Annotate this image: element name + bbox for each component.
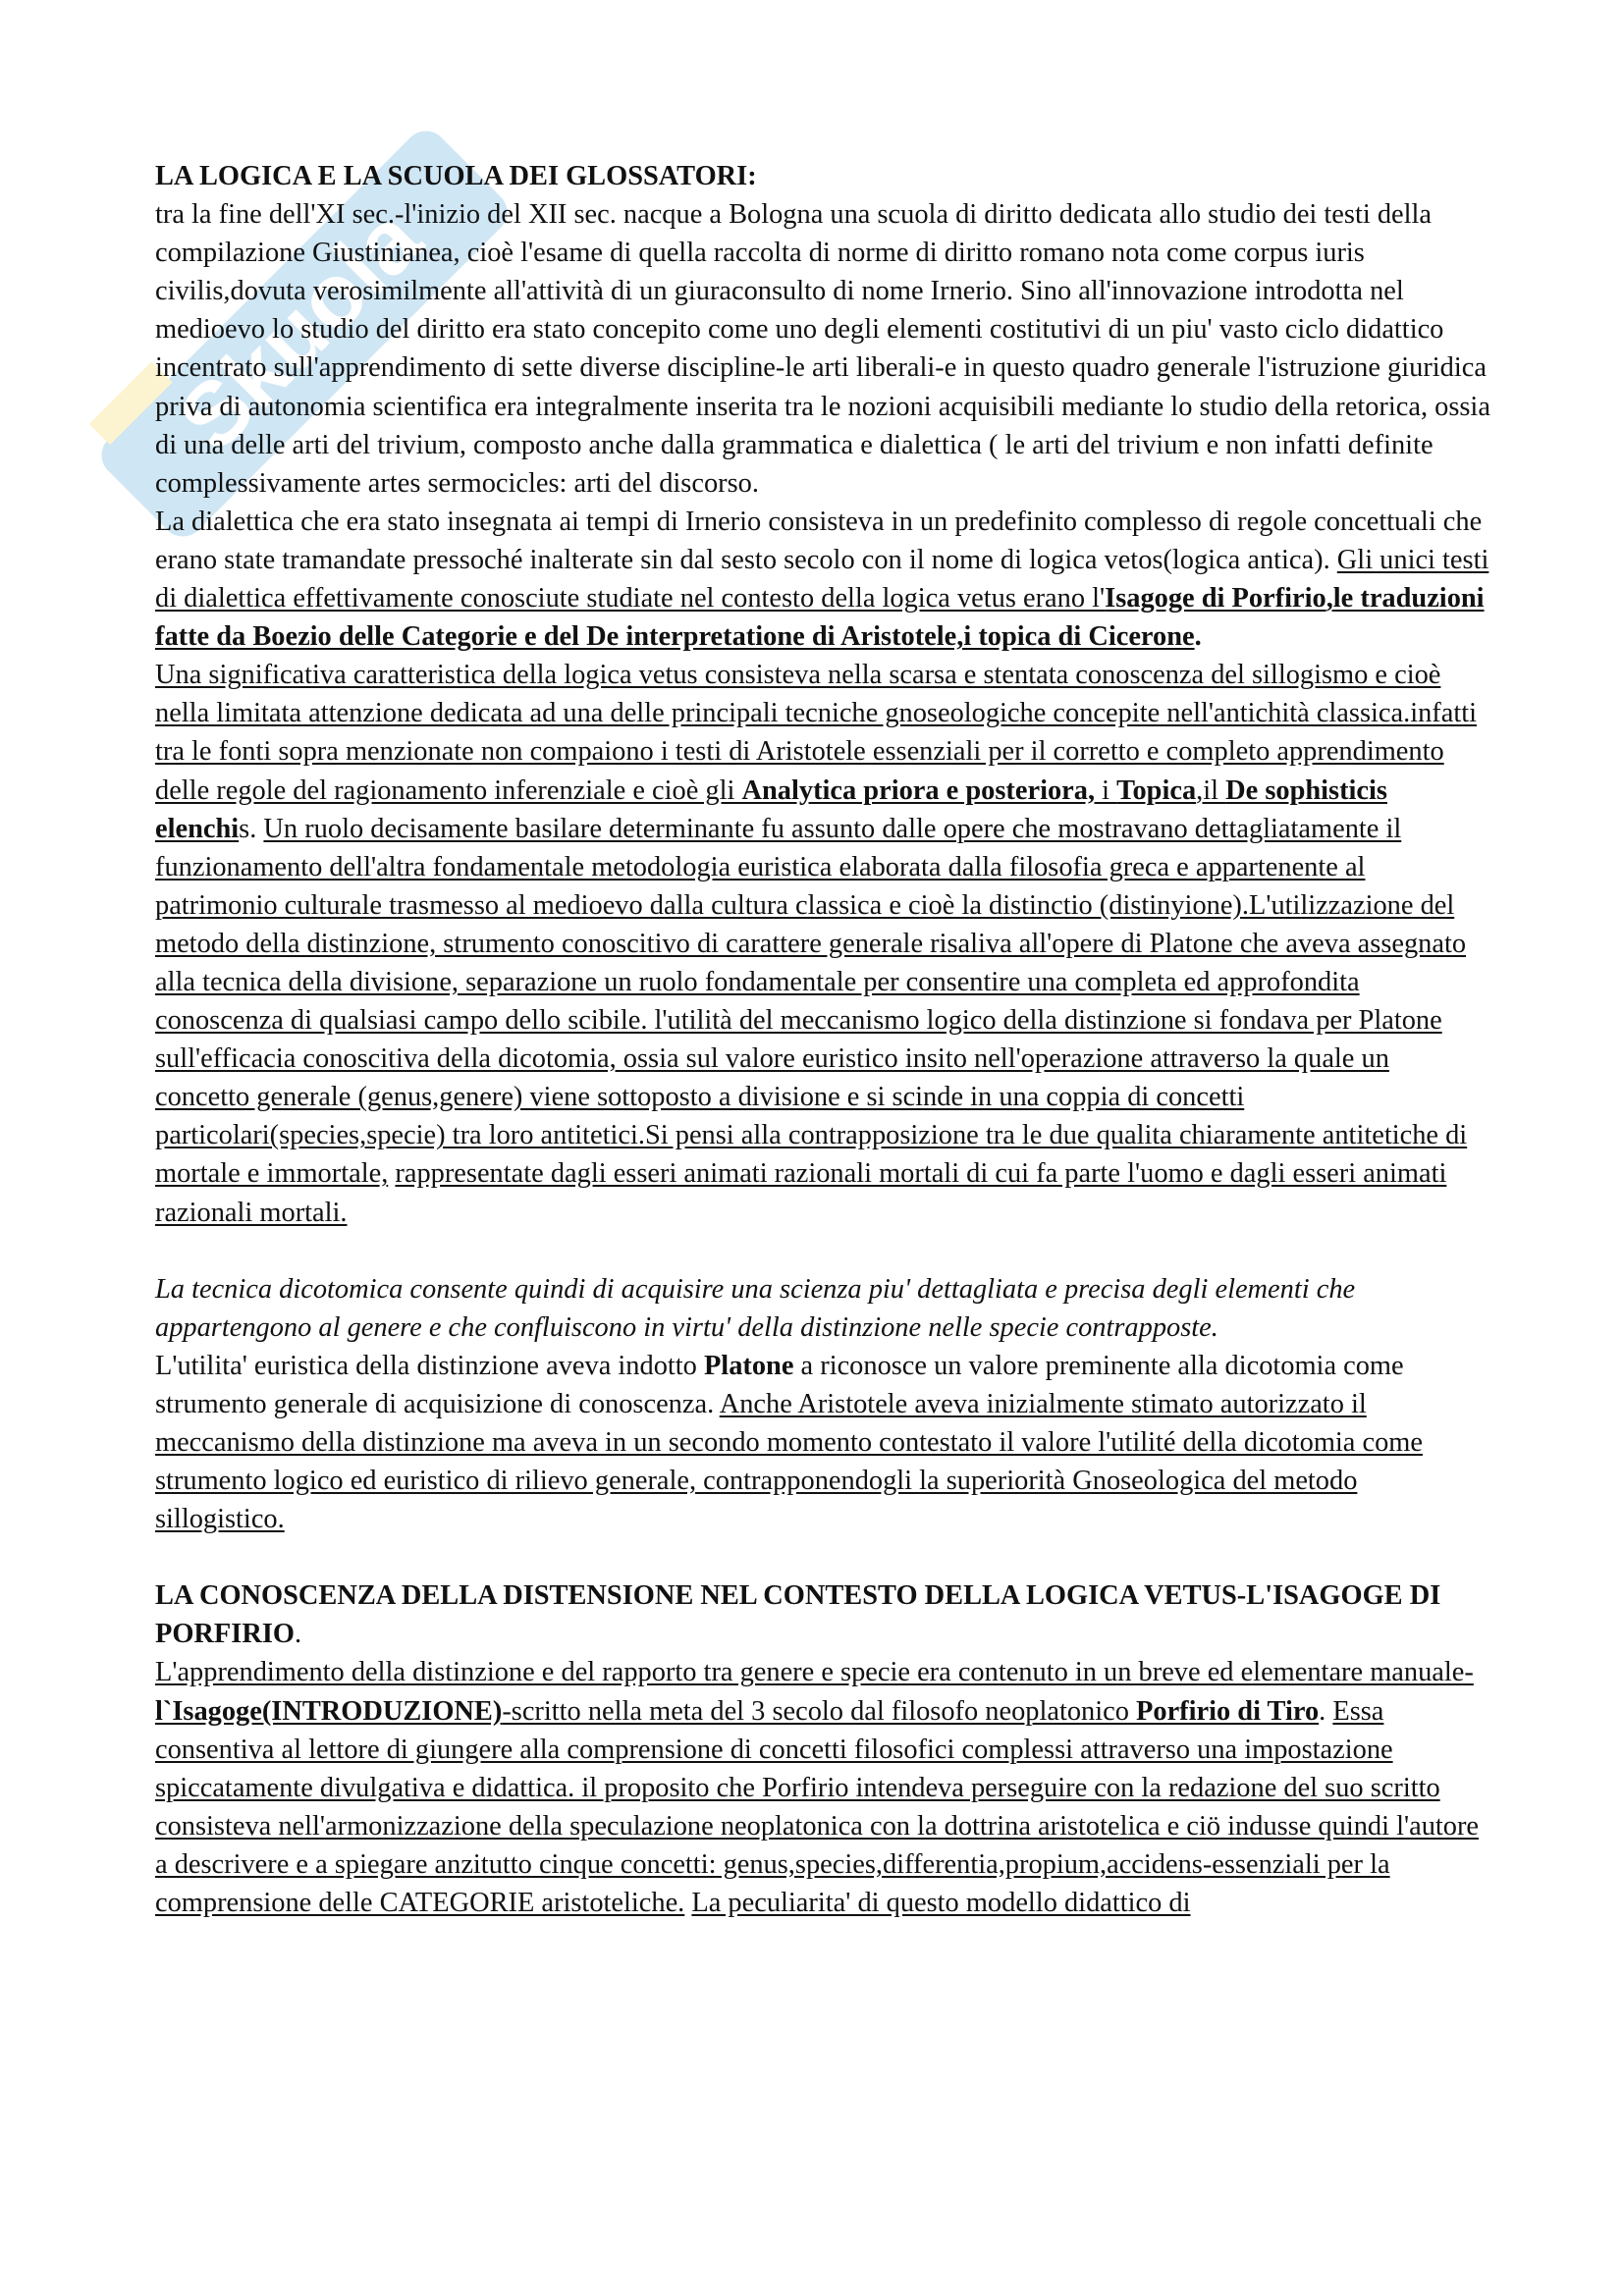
- p2-bold-translations: ,le traduzioni fatte da Boezio delle Categorie e del De interpretatione di Aristotele,i topica di Cicerone: [155, 583, 1485, 653]
- s2-underlined-4: La peculiarita' di questo modello didattico di: [691, 1888, 1191, 1919]
- p3-text-2: ,il: [1196, 774, 1226, 806]
- section-2-paragraph-1: [155, 1653, 1490, 1922]
- s2-underlined-3: Essa consentiva al lettore di giungere alla comprensione di concetti filosofici complessi attraverso una impostazione spiccatamente divulgativa e didattica. il proposito che Porfirio intendeva perseguire con la redazione del suo scritto consisteva nell'armonizzazione della speculazione neoplatonica con la dottrina aristotelica e ciö indusse quindi l'autore a descrivere e a spiegare anzitutto cinque concetti: genus,species,differentia,propium,accidens-essenziali per la comprensione delle CATEGORIE aristoteliche.: [155, 1695, 1480, 1919]
- section-1-paragraph-3: [155, 656, 1490, 1231]
- s2-bold-isagoge: l`Isagoge(INTRODUZIONE): [155, 1695, 503, 1727]
- s2-underlined-2: -scritto nella meta del 3 secolo dal filosofo neoplatonico: [502, 1695, 1137, 1727]
- document-body: [155, 157, 1490, 1922]
- p3-underlined-1: Una significativa caratteristica della logica vetus consisteva nella scarsa e stentata conoscenza del sillogismo e cioè nella limitata attenzione dedicata ad una delle principali tecniche gnoseologiche concepite nell'antichità classica.infatti tra le fonti sopra menzionate non compaiono i testi di Aristotele essenziali per il corretto e completo apprendimento delle regole del ragionamento inferenziale e cioè gli: [155, 660, 1477, 806]
- p5-bold-platone: Platone: [703, 1350, 794, 1381]
- p5-text-1: L'utilita' euristica della distinzione aveva indotto: [155, 1350, 704, 1381]
- section-2-title-text: LA CONOSCENZA DELLA DISTENSIONE NEL CONTESTO DELLA LOGICA VETUS-L'ISAGOGE DI PORFIRIO: [155, 1580, 1441, 1650]
- p5-underlined: Anche Aristotele aveva inizialmente stimato autorizzato il meccanismo della distinzione ma aveva in un secondo momento contestato il valore l'utilité della dicotomia come strumento logico ed euristico di rilievo generale, contrapponendogli la superiorità Gnoseologica del metodo sillogistico.: [155, 1388, 1423, 1535]
- section-1-paragraph-4-italic: La tecnica dicotomica consente quindi di acquisire una scienza piu' dettagliata e precisa degli elementi che appartengono al genere e che confluiscono in virtu' della distinzione nelle specie contrapposte.: [155, 1273, 1356, 1343]
- section-1-paragraph-1: tra la fine dell'XI sec.-l'inizio del XII sec. nacque a Bologna una scuola di diritto dedicata allo studio dei testi della compilazione Giustinianea, cioè l'esame di quella raccolta di norme di diritto romano nota come corpus iuris civilis,dovuta verosimilmente all'attività di un giuraconsulto di nome Irnerio. Sino all'innovazione introdotta nel medioevo lo studio del diritto era stato concepito come uno degli elementi costitutivi di un piu' vasto ciclo didattico incentrato sull'apprendimento di sette diverse discipline-le arti liberali-e in questo quadro generale l'istruzione giuridica priva di autonomia scientifica era integralmente inserita tra le nozioni acquisibili mediante lo studio della retorica, ossia di una delle arti del trivium, composto anche dalla grammatica e dialettica ( le arti del trivium e non infatti definite complessivamente artes sermocicles: arti del discorso.: [155, 199, 1490, 499]
- s2-bold-porfirio: Porfirio di Tiro: [1136, 1695, 1320, 1727]
- p3-underlined-2: Un ruolo decisamente basilare determinante fu assunto dalle opere che mostravano dettagliatamente il funzionamento dell'altra fondamentale metodologia euristica elaborata dalla filosofia greca e appartenente al patrimonio culturale trasmesso al medioevo dalla cultura classica e cioè la distinctio (distinyione).L'utilizzazione del metodo della distinzione, strumento conoscitivo di carattere generale risaliva all'opere di Platone che aveva assegnato alla tecnica della divisione, separazione un ruolo fondamentale per consentire una completa ed approfondita conoscenza di qualsiasi campo dello scibile. l'utilità del meccanismo logico della distinzione si fondava per Platone sull'efficacia conoscitiva della dicotomia, ossia sul valore euristico insito nell'operazione attraverso la quale un concetto generale (genus,genere) viene sottoposto a divisione e si scinde in una coppia di concetti particolari(species,specie) tra loro antitetici.Si pensi alla contrapposizione tra le due qualita chiaramente antitetiche di mortale e immortale,: [155, 813, 1468, 1190]
- p2-text: La dialettica che era stato insegnata ai tempi di Irnerio consisteva in un predefinito complesso di regole concettuali che erano state tramandate pressoché inalterate sin dal sesto secolo con il nome di logica vetos(logica antica).: [155, 506, 1483, 575]
- p3-bold-sophisticis: De sophisticis elenchi: [155, 774, 1387, 844]
- p3-text-3: s.: [239, 813, 264, 844]
- s2-underlined-1: L'apprendimento della distinzione e del rapporto tra genere e specie era contenuto in un breve ed elementare manuale-: [155, 1657, 1474, 1688]
- section-1-title: LA LOGICA E LA SCUOLA DEI GLOSSATORI:: [155, 161, 757, 191]
- section-1-paragraph-2: [155, 503, 1490, 656]
- p5-text-2: a riconosce un valore preminente alla dicotomia come strumento generale di acquisizione di conoscenza.: [155, 1350, 1404, 1419]
- p2-end: .: [1194, 621, 1202, 653]
- p3-text-1: i: [1095, 774, 1117, 806]
- watermark-text: Skuola: [160, 189, 441, 470]
- section-2-title-end: .: [294, 1619, 302, 1650]
- p2-underlined: Gli unici testi di dialettica effettivamente conosciute studiate nel contesto della logica vetus erano l': [155, 544, 1489, 614]
- p3-underlined-3: rappresentate dagli esseri animati razionali mortali di cui fa parte l'uomo e dagli esseri animati razionali mortali.: [155, 1158, 1447, 1228]
- p3-bold-analytica: Analytica priora e posteriora,: [741, 774, 1096, 806]
- p3-bold-topica: Topica: [1116, 774, 1197, 806]
- p2-bold-isagoge: Isagoge di Porfirio: [1105, 583, 1326, 614]
- section-1-paragraph-5: [155, 1347, 1490, 1538]
- paragraph-gap: [155, 1538, 1490, 1576]
- s2-text-1: .: [1319, 1695, 1333, 1727]
- section-2-title: [155, 1576, 1490, 1653]
- paragraph-gap: [155, 1232, 1490, 1270]
